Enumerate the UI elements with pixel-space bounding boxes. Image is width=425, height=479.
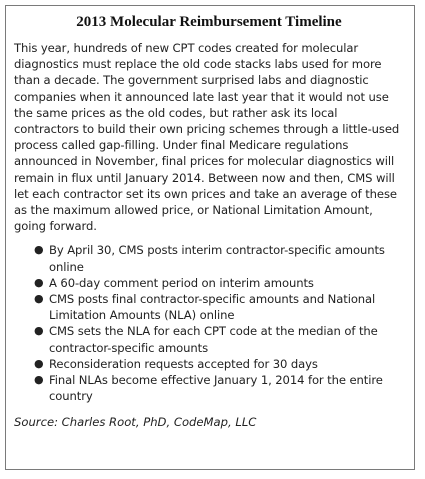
list-item <box>34 323 404 355</box>
list-item-text: Final NLAs become effective January 1, 2014 for the entire country <box>49 373 383 404</box>
box-title: 2013 Molecular Reimbursement Timeline <box>76 14 342 30</box>
list-item <box>34 372 404 404</box>
bullet-icon: ● <box>34 373 44 387</box>
list-item-text: CMS sets the NLA for each CPT code at the median of the contractor-specific amounts <box>49 324 378 355</box>
list-item-text: By April 30, CMS posts interim contractor-specific amounts online <box>49 243 385 274</box>
bullet-icon: ● <box>34 243 44 257</box>
list-item <box>34 291 404 323</box>
bullet-icon: ● <box>34 292 44 306</box>
intro-paragraph: This year, hundreds of new CPT codes created for molecular diagnostics must replace the old code stacks labs used for more than a decade. The government surprised labs and diagnostic companies when it announced late last year that it would not use the same prices as the old codes, but rather ask its local contractors to build their own pricing schemes through a little-used process called gap-filling. Under final Medicare regulations announced in November, final prices for molecular diagnostics will remain in flux until January 2014. Between now and then, CMS will let each contractor set its own prices and take an average of these as the maximum allowed price, or National Limitation Amount, going forward. <box>14 41 400 234</box>
bullet-icon: ● <box>34 356 44 370</box>
list-item <box>34 275 404 291</box>
list-item-text: A 60-day comment period on interim amounts <box>49 275 314 290</box>
timeline-list <box>14 242 404 404</box>
bullet-icon: ● <box>34 275 44 289</box>
info-box <box>5 5 415 470</box>
source-credit: Source: Charles Root, PhD, CodeMap, LLC <box>14 415 257 430</box>
bullet-icon: ● <box>34 324 44 338</box>
list-item-text: CMS posts final contractor-specific amounts and National Limitation Amounts (NLA) online <box>49 292 376 323</box>
list-item <box>34 242 404 274</box>
list-item-text: Reconsideration requests accepted for 30 days <box>49 356 318 371</box>
list-item <box>34 356 404 372</box>
